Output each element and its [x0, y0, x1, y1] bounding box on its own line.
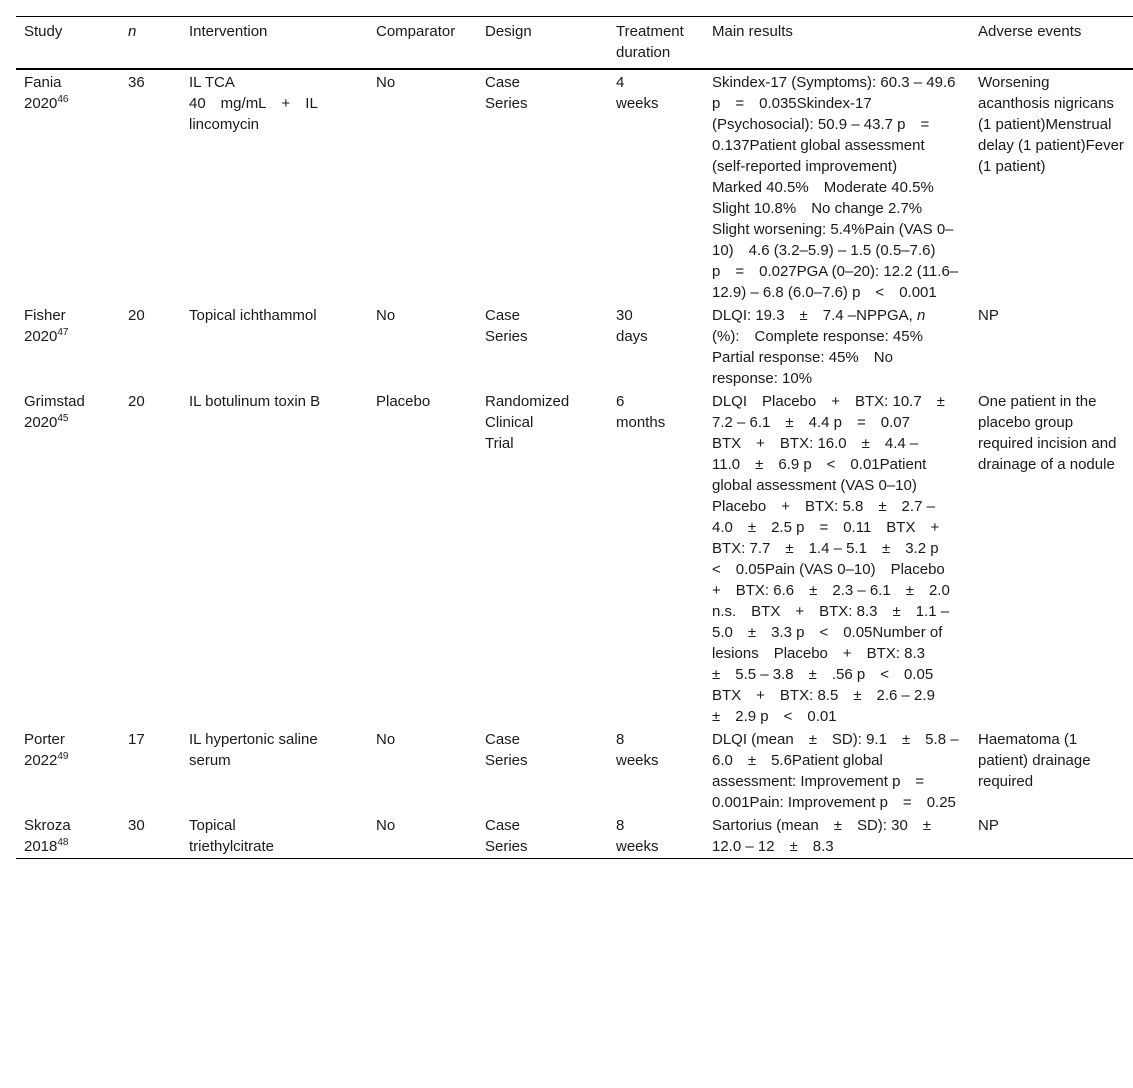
- n-cell: 20: [128, 307, 145, 324]
- main-results-cell: DLQI Placebo + BTX: 10.7 ± 7.2 – 6.1 ± 4.4 p = 0.07 BTX + BTX: 16.0 ± 4.4 – 11.0 ± 6.9 p < 0.01Patient global assessment (VAS 0–10) Placebo + BTX: 5.8 ± 2.7 – 4.0 ± 2.5 p = 0.11 BTX + BTX: 7.7 ± 1.4 – 5.1 ± 3.2 p < 0.05Pain (VAS 0–10) Placebo + BTX: 6.6 ± 2.3 – 6.1 ± 2.0 n.s. BTX + BTX: 8.3 ± 1.1 – 5.0 ± 3.3 p < 0.05Number of lesions Placebo + BTX: 8.3 ± 5.5 – 3.8 ± .56 p < 0.05 BTX + BTX: 8.5 ± 2.6 – 2.9 ± 2.9 p < 0.01: [712, 393, 960, 725]
- duration-cell: 4 weeks: [616, 74, 659, 112]
- adverse-events-cell: Worsening acanthosis nigricans (1 patient)Menstrual delay (1 patient)Fever (1 patient): [978, 74, 1124, 175]
- comparator-cell: No: [376, 817, 396, 834]
- table-row: [16, 728, 1133, 814]
- intervention-cell: IL TCA 40 mg/mL + IL lincomycin: [189, 74, 318, 133]
- design-cell: Case Series: [485, 817, 528, 855]
- intervention-cell: IL botulinum toxin B: [189, 393, 321, 410]
- adverse-events-cell: Haematoma (1 patient) drainage required: [978, 731, 1091, 790]
- duration-cell: 8 weeks: [616, 817, 659, 855]
- table-row: [16, 69, 1133, 304]
- comparator-cell: No: [376, 307, 396, 324]
- header-design: Design: [485, 23, 532, 40]
- header-adverse-events: Adverse events: [978, 23, 1082, 40]
- table-row: [16, 390, 1133, 728]
- header-n: n: [128, 23, 137, 40]
- main-results-cell: DLQI (mean ± SD): 9.1 ± 5.8 – 6.0 ± 5.6Patient global assessment: Improvement p = 0.001Pain: Improvement p = 0.25: [712, 731, 959, 811]
- comparator-cell: No: [376, 74, 396, 91]
- header-main-results: Main results: [712, 23, 793, 40]
- table-row: [16, 814, 1133, 859]
- header-intervention: Intervention: [189, 23, 268, 40]
- duration-cell: 6 months: [616, 393, 666, 431]
- header-study: Study: [24, 23, 63, 40]
- n-cell: 17: [128, 731, 145, 748]
- header-comparator: Comparator: [376, 23, 456, 40]
- n-cell: 30: [128, 817, 145, 834]
- duration-cell: 30 days: [616, 307, 648, 345]
- main-results-cell: DLQI: 19.3 ± 7.4 –NPPGA, n (%): Complete response: 45% Partial response: 45% No response: 10%: [712, 307, 938, 387]
- intervention-cell: Topical ichthammol: [189, 307, 317, 324]
- design-cell: Case Series: [485, 307, 528, 345]
- study-table-container: [16, 16, 1133, 859]
- intervention-cell: IL hypertonic saline serum: [189, 731, 318, 769]
- study-cell: Skroza 2018$^{48}$: [24, 817, 71, 855]
- comparator-cell: No: [376, 731, 396, 748]
- n-cell: 20: [128, 393, 145, 410]
- comparator-cell: Placebo: [376, 393, 431, 410]
- intervention-cell: Topical triethylcitrate: [189, 817, 275, 855]
- design-cell: Case Series: [485, 731, 528, 769]
- adverse-events-cell: NP: [978, 307, 999, 324]
- table-header-row: [16, 17, 1133, 70]
- study-cell: Fisher 2020$^{47}$: [24, 307, 69, 345]
- duration-cell: 8 weeks: [616, 731, 659, 769]
- main-results-cell: Skindex-17 (Symptoms): 60.3 – 49.6 p = 0.035Skindex-17 (Psychosocial): 50.9 – 43.7 p = 0.137Patient global assessment (self-reported improvement) Marked 40.5% Moderate 40.5% Slight 10.8% No change 2.7% Slight worsening: 5.4%Pain (VAS 0–10) 4.6 (3.2–5.9) – 1.5 (0.5–7.6) p = 0.027PGA (0–20): 12.2 (11.6–12.9) – 6.8 (6.0–7.6) p < 0.001: [712, 74, 959, 301]
- study-cell: Fania 2020$^{46}$: [24, 74, 69, 112]
- study-cell: Porter 2022$^{49}$: [24, 731, 69, 769]
- main-results-cell: Sartorius (mean ± SD): 30 ± 12.0 – 12 ± 8.3: [712, 817, 947, 855]
- n-cell: 36: [128, 74, 145, 91]
- adverse-events-cell: NP: [978, 817, 999, 834]
- design-cell: Case Series: [485, 74, 528, 112]
- adverse-events-cell: One patient in the placebo group required incision and drainage of a nodule: [978, 393, 1117, 473]
- header-treatment-duration: Treatment duration: [616, 23, 684, 61]
- design-cell: Randomized Clinical Trial: [485, 393, 570, 452]
- study-cell: Grimstad 2020$^{45}$: [24, 393, 85, 431]
- table-row: [16, 304, 1133, 390]
- studies-table: [16, 16, 1133, 859]
